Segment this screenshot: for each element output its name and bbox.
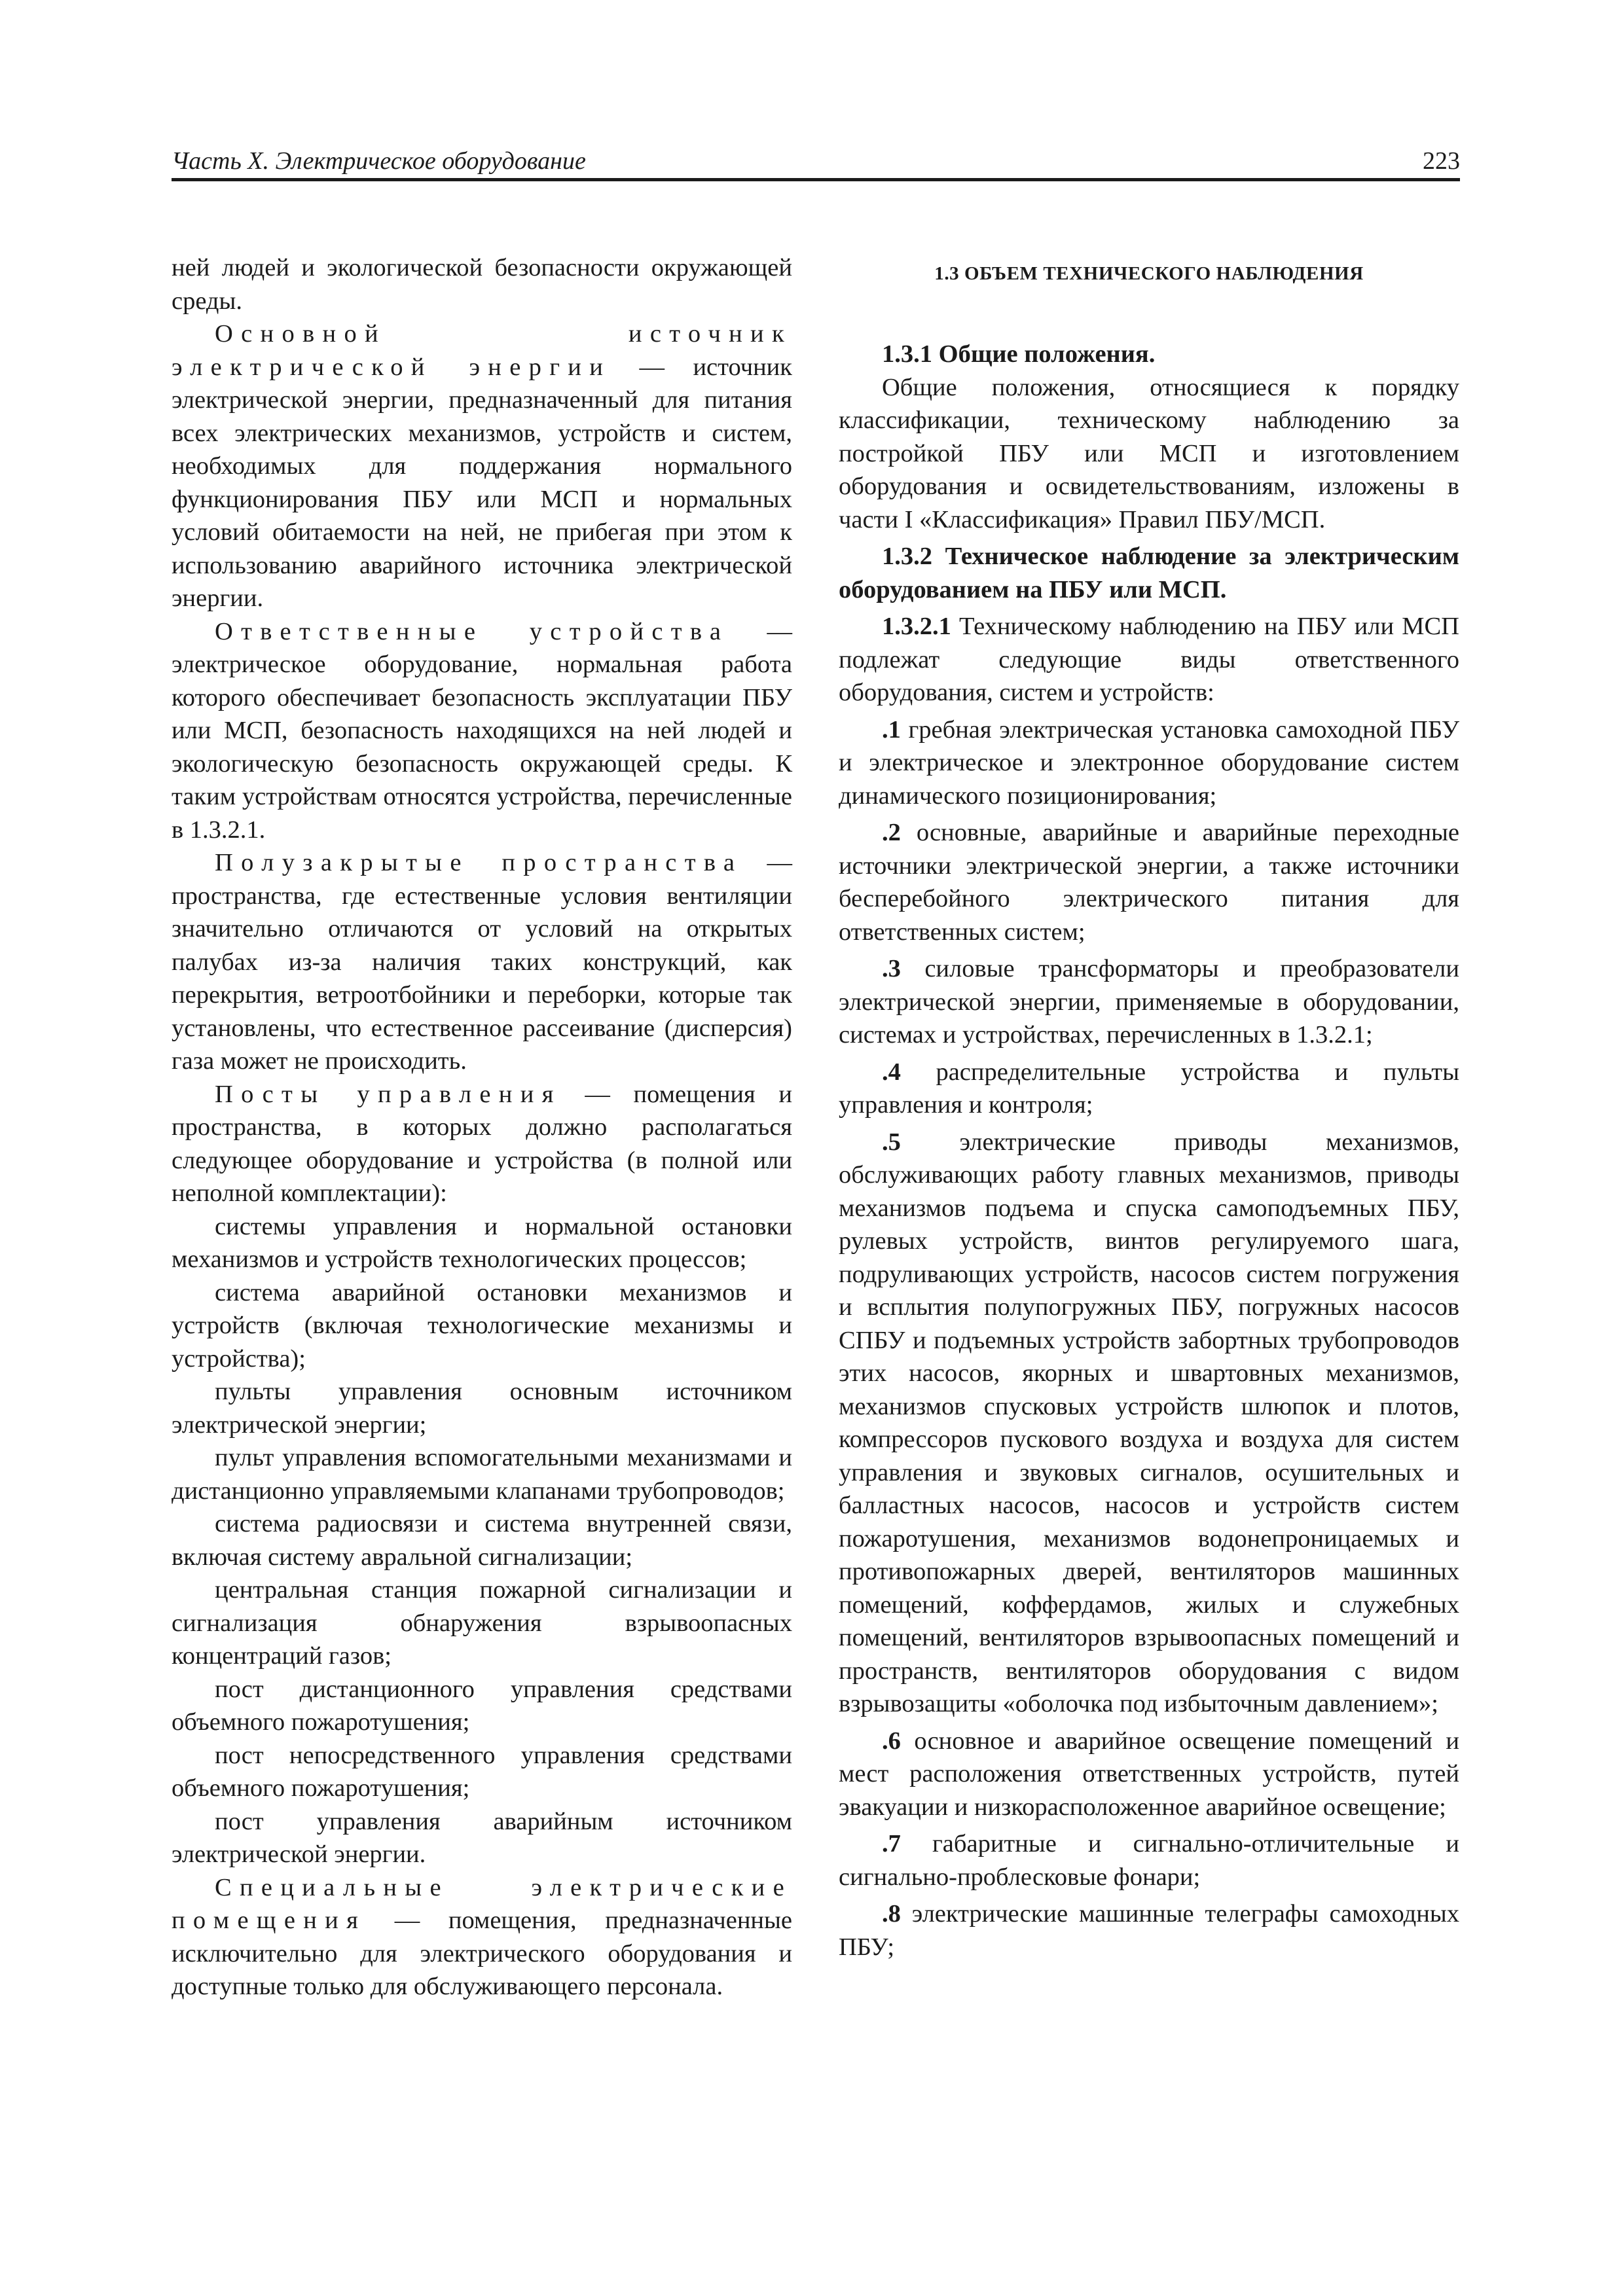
definition-special-electrical-rooms bbox=[172, 1871, 792, 2003]
definition-text: — пространства, где естественные условия вентиляции значительно отличаются от условий на открытых палубах из-за наличия таких конструкций, как перекрытия, ветроотбойники и переборки, которые так установлены, что естественное рассеивание (дисперсия) газа может не происходить. bbox=[172, 849, 792, 1075]
item-text: гребная электрическая установка самоходной ПБУ и электрическое и электронное оборудование систем динамического позиционирования; bbox=[839, 715, 1459, 810]
running-header bbox=[172, 145, 1460, 182]
item-number: .4 bbox=[882, 1058, 901, 1086]
item-number: .3 bbox=[882, 955, 901, 982]
definition-term: Основной источник электрической энергии bbox=[172, 320, 792, 381]
section-title: 1.3 ОБЪЕМ ТЕХНИЧЕСКОГО НАБЛЮДЕНИЯ bbox=[934, 263, 1364, 284]
running-title: Часть X. Электрическое оборудование bbox=[172, 147, 586, 175]
definition-text: — помещения и пространства, в которых должно располагаться следующее оборудование и устройства (в полной или неполной комплектации): bbox=[172, 1080, 793, 1207]
list-item: пост непосредственного управления средствами объемного пожаротушения; bbox=[172, 1741, 792, 1802]
definition-control-stations bbox=[172, 1078, 792, 1210]
definition-term: Посты управления bbox=[215, 1080, 562, 1108]
general-provisions-paragraph: Общие положения, относящиеся к порядку классификации, техническому наблюдению за постройкой ПБУ или МСП и изготовлением оборудования и освидетельствованиям, изложены в части I «Классификация» Правил ПБУ/МСП. bbox=[839, 373, 1459, 533]
definition-essential-devices bbox=[172, 615, 792, 847]
list-item: система аварийной остановки механизмов и устройств (включая технологические механизмы и устройства); bbox=[172, 1278, 792, 1372]
definition-text: — электрическое оборудование, нормальная работа которого обеспечивает безопасность эксплуатации ПБУ или МСП, безопасность находящихся на ней людей и экологическую безопасность окружающей среды. К таким устройствам относятся устройства, перечисленные в 1.3.2.1. bbox=[172, 617, 793, 844]
list-item bbox=[839, 952, 1459, 1052]
right-column bbox=[839, 251, 1459, 1964]
subsection-heading-1-3-1: 1.3.1 Общие положения. bbox=[882, 340, 1156, 368]
definition-term: Ответственные устройства bbox=[215, 617, 729, 645]
list-item: системы управления и нормальной остановки механизмов и устройств технологических процессов; bbox=[172, 1212, 792, 1273]
item-number: .7 bbox=[882, 1830, 901, 1857]
definition-semi-enclosed-spaces bbox=[172, 846, 792, 1078]
list-item: пульты управления основным источником электрической энергии; bbox=[172, 1378, 792, 1439]
item-text: основное и аварийное освещение помещений и мест расположения ответственных устройств, путей эвакуации и низкорасположенное аварийное освещение; bbox=[839, 1727, 1459, 1821]
clause-text: Техническому наблюдению на ПБУ или МСП подлежат следующие виды ответственного оборудования, систем и устройств: bbox=[839, 613, 1459, 706]
clause-1-3-2-1 bbox=[839, 610, 1459, 709]
page-number: 223 bbox=[1423, 147, 1460, 175]
item-number: .1 bbox=[882, 715, 901, 744]
item-number: .5 bbox=[882, 1128, 901, 1156]
list-item bbox=[839, 1897, 1459, 1964]
list-item: пост управления аварийным источником электрической энергии. bbox=[172, 1807, 792, 1868]
item-text: основные, аварийные и аварийные переходные источники электрической энергии, а также источники бесперебойного электрического питания для ответственных систем; bbox=[839, 819, 1459, 946]
definition-term: Специальные электрические помещения bbox=[172, 1873, 792, 1934]
list-item bbox=[839, 1056, 1459, 1122]
definition-main-source bbox=[172, 317, 792, 615]
list-item: система радиосвязи и система внутренней связи, включая систему авральной сигнализации; bbox=[172, 1510, 792, 1571]
list-item bbox=[839, 1725, 1459, 1824]
list-item: пост дистанционного управления средствами объемного пожаротушения; bbox=[172, 1675, 792, 1736]
item-number: .8 bbox=[882, 1900, 901, 1928]
header-rule bbox=[172, 178, 1460, 181]
definition-term: Полузакрытые пространства bbox=[215, 849, 743, 876]
item-text: электрические приводы механизмов, обслуживающих работу главных механизмов, приводы механизмов подъема и спуска самоподъемных ПБУ, рулевых устройств, винтов регулируемого шага, подруливающих устройств, насосов систем погружения и всплытия полупогружных ПБУ, погружных насосов СПБУ и подъемных устройств забортных трубопроводов этих насосов, якорных и швартовных механизмов, механизмов спусковых устройств шлюпок и плотов, компрессоров пускового воздуха и воздуха для систем управления и звуковых сигналов, осушительных и балластных насосов, насосов и устройств систем пожаротушения, механизмов водонепроницаемых и противопожарных дверей, вентиляторов машинных помещений, коффердамов, жилых и служебных помещений, вентиляторов взрывоопасных помещений и пространств, вентиляторов оборудования с видом взрывозащиты «оболочка под избыточным давлением»; bbox=[839, 1128, 1459, 1717]
list-item: пульт управления вспомогательными механизмами и дистанционно управляемыми клапанами трубопроводов; bbox=[172, 1444, 792, 1505]
item-number: .6 bbox=[882, 1727, 901, 1755]
list-item bbox=[839, 1827, 1459, 1893]
definition-text: — помещения, предназначенные исключительно для электрического оборудования и доступные только для обслуживающего персонала. bbox=[172, 1907, 792, 2000]
list-item: центральная станция пожарной сигнализации и сигнализация обнаружения взрывоопасных концентраций газов; bbox=[172, 1576, 792, 1670]
subsection-heading-1-3-2: 1.3.2 Техническое наблюдение за электрическим оборудованием на ПБУ или МСП. bbox=[839, 543, 1459, 603]
item-number: .2 bbox=[882, 819, 901, 846]
list-item bbox=[839, 816, 1459, 948]
item-text: распределительные устройства и пульты управления и контроля; bbox=[839, 1058, 1459, 1119]
clause-number: 1.3.2.1 bbox=[882, 613, 951, 640]
item-text: габаритные и сигнально-отличительные и сигнально-проблесковые фонари; bbox=[839, 1830, 1459, 1891]
intro-paragraph: ней людей и экологической безопасности окружающей среды. bbox=[172, 254, 792, 315]
left-column bbox=[172, 251, 792, 2003]
item-text: силовые трансформаторы и преобразователи электрической энергии, применяемые в оборудовании, системах и устройствах, перечисленных в 1.3.2.1; bbox=[839, 955, 1459, 1049]
list-item bbox=[839, 713, 1459, 813]
definition-text: — источник электрической энергии, предназначенный для питания всех электрических механизмов, устройств и систем, необходимых для поддержания нормального функционирования ПБУ или МСП и нормальных условий обитаемости на ней, не прибегая при этом к использованию аварийного источника электрической энергии. bbox=[172, 353, 792, 612]
list-item bbox=[839, 1126, 1459, 1721]
item-text: электрические машинные телеграфы самоходных ПБУ; bbox=[839, 1900, 1459, 1961]
